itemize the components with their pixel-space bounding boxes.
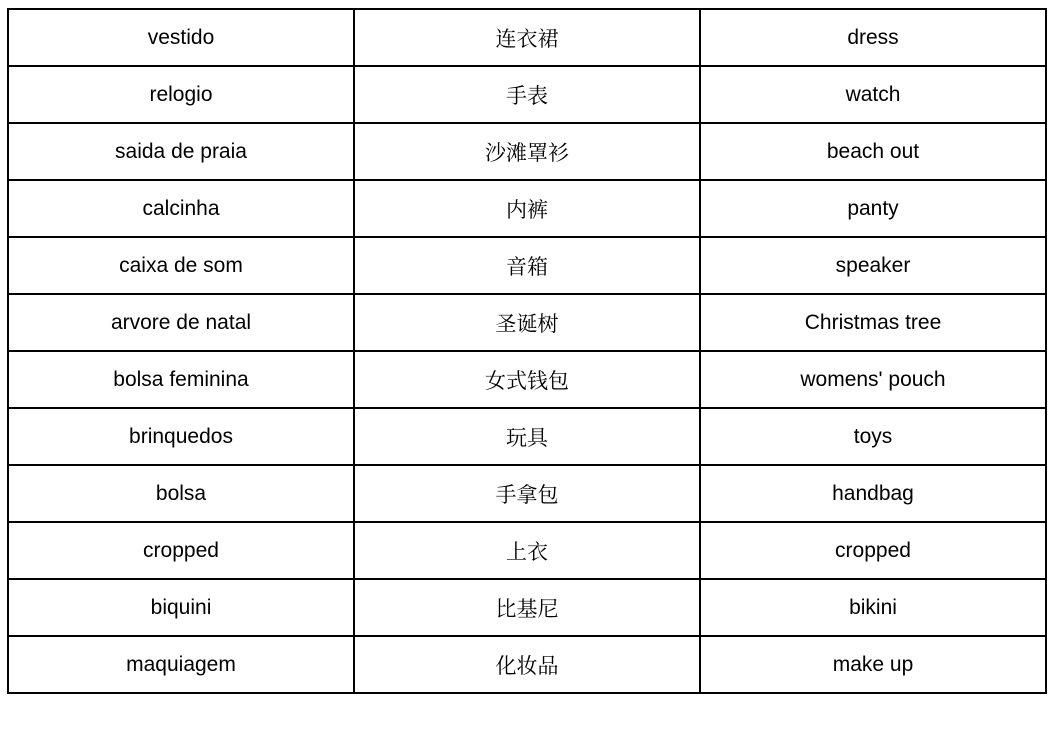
table-row xyxy=(8,465,1046,522)
chinese-cell: 上衣 xyxy=(354,522,700,579)
portuguese-cell: maquiagem xyxy=(8,636,354,693)
english-cell: Christmas tree xyxy=(700,294,1046,351)
english-cell: cropped xyxy=(700,522,1046,579)
english-cell: speaker xyxy=(700,237,1046,294)
table-row xyxy=(8,636,1046,693)
table-row xyxy=(8,123,1046,180)
chinese-cell: 化妆品 xyxy=(354,636,700,693)
table-row xyxy=(8,9,1046,66)
portuguese-cell: cropped xyxy=(8,522,354,579)
chinese-cell: 玩具 xyxy=(354,408,700,465)
chinese-cell: 沙滩罩衫 xyxy=(354,123,700,180)
table-row xyxy=(8,522,1046,579)
table-row xyxy=(8,294,1046,351)
chinese-cell: 圣诞树 xyxy=(354,294,700,351)
chinese-cell: 女式钱包 xyxy=(354,351,700,408)
portuguese-cell: bolsa xyxy=(8,465,354,522)
english-cell: dress xyxy=(700,9,1046,66)
portuguese-cell: caixa de som xyxy=(8,237,354,294)
english-cell: bikini xyxy=(700,579,1046,636)
english-cell: panty xyxy=(700,180,1046,237)
table-row xyxy=(8,408,1046,465)
english-cell: make up xyxy=(700,636,1046,693)
portuguese-cell: relogio xyxy=(8,66,354,123)
chinese-cell: 音箱 xyxy=(354,237,700,294)
english-cell: beach out xyxy=(700,123,1046,180)
chinese-cell: 内裤 xyxy=(354,180,700,237)
english-cell: handbag xyxy=(700,465,1046,522)
portuguese-cell: vestido xyxy=(8,9,354,66)
portuguese-cell: biquini xyxy=(8,579,354,636)
english-cell: toys xyxy=(700,408,1046,465)
portuguese-cell: arvore de natal xyxy=(8,294,354,351)
table-row xyxy=(8,579,1046,636)
portuguese-cell: calcinha xyxy=(8,180,354,237)
chinese-cell: 连衣裙 xyxy=(354,9,700,66)
chinese-cell: 手拿包 xyxy=(354,465,700,522)
table-row xyxy=(8,237,1046,294)
table-row xyxy=(8,351,1046,408)
portuguese-cell: bolsa feminina xyxy=(8,351,354,408)
portuguese-cell: saida de praia xyxy=(8,123,354,180)
table-row xyxy=(8,180,1046,237)
table-row xyxy=(8,66,1046,123)
english-cell: womens' pouch xyxy=(700,351,1046,408)
english-cell: watch xyxy=(700,66,1046,123)
translation-table xyxy=(7,8,1047,694)
chinese-cell: 手表 xyxy=(354,66,700,123)
portuguese-cell: brinquedos xyxy=(8,408,354,465)
chinese-cell: 比基尼 xyxy=(354,579,700,636)
